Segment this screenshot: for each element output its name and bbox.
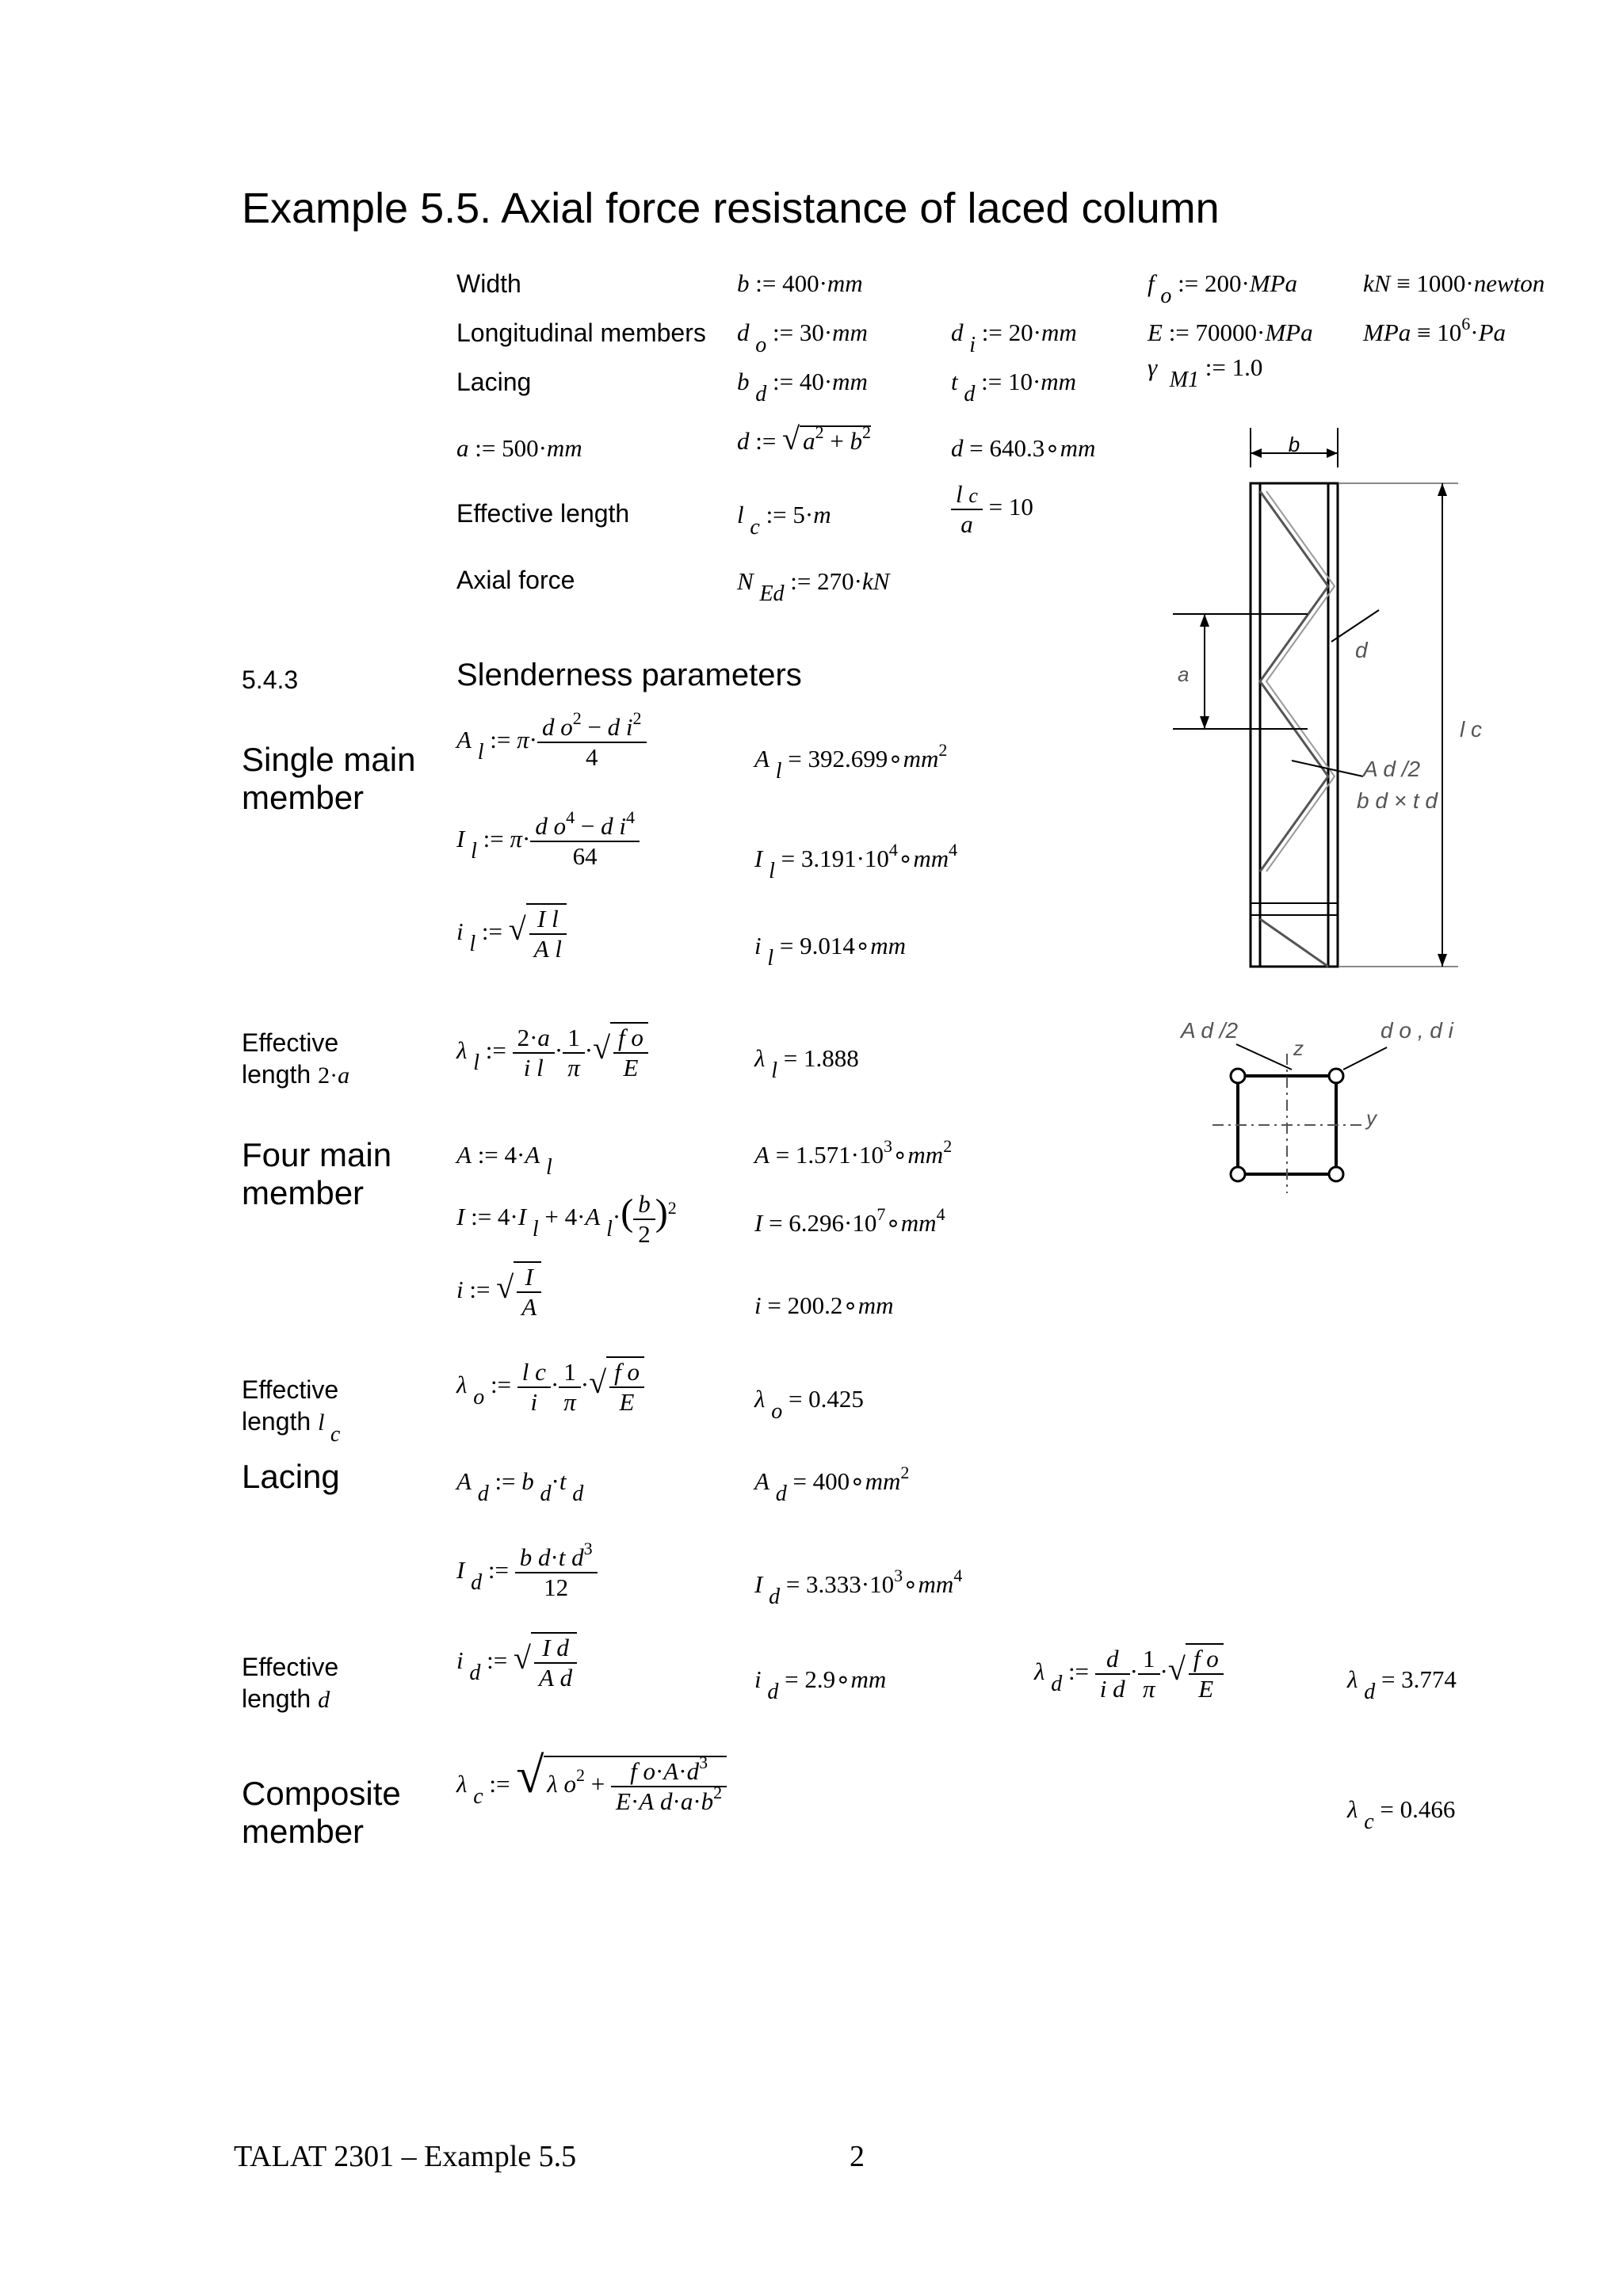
ned-expr: N Ed := 270·kN [737,567,890,606]
lambda-l-formula: λ l := $\frac{2\cdot a}{\text{i l}}$ · $\frac{1}{\pi}$ ·√ $\frac{\text{f o}}{E}$ [456,1022,648,1082]
effective-length-label: Effective length [456,499,630,528]
slenderness-heading: Slenderness parameters [456,658,802,692]
cs-ad2-label: A d /2 [1181,1018,1239,1043]
E-expr: E := 70000·MPa [1148,318,1313,346]
lambda-c-formula: λ c := √ λ $o^2$ + $\frac{f o\cdot A\cdot d^3}{E\cdot A d\cdot a\cdot b^2}$ [456,1746,727,1816]
lacing-section-label: Lacing [242,1458,340,1495]
Id-result: I $d = 3.333\cdot 10^3\circ mm^4$ [754,1566,963,1609]
fo-expr: f o := 200·MPa [1148,269,1298,308]
page-title: Example 5.5. Axial force resistance of laced column [242,185,1220,232]
figure-bdtd-label: b d × t d [1357,788,1438,813]
lc-over-a: $\frac{\text{l c}}{a}$ = 10 [951,480,1033,539]
Ad-formula: A d := b d·t d [456,1467,584,1506]
Id-formula: I d := $\frac{b d\cdot t d^3}{12}$ [456,1543,598,1602]
footer-page-number: 2 [850,2140,865,2173]
effective-length-lc-label: Effective length l c [242,1375,341,1447]
il-result: i l = 9.014∘mm [754,932,907,971]
kn-definition: kN ≡ 1000·newton [1363,269,1545,297]
lambda-l-result: λ l = 1.888 [754,1044,859,1083]
I-formula: I := 4·I l + 4·A l·( $\frac{b}{2}$ )$^2$ [456,1190,677,1248]
lambda-c-result: λ c = 0.466 [1347,1795,1456,1834]
figure-lc-label: l c [1460,717,1482,742]
a-expr: a := 500·mm [456,434,582,462]
figure-d-label: d [1355,638,1368,662]
td-expr: t d := 10·mm [951,368,1077,406]
bd-expr: b d := 40·mm [737,368,868,406]
d-value: d = 640.3∘mm [951,434,1096,462]
section-number: 5.4.3 [242,666,299,694]
lambda-o-formula: λ o := $\frac{\text{l c}}{i}$ · $\frac{1}{\pi}$ ·√ $\frac{\text{f o}}{E}$ [456,1356,644,1417]
lambda-o-result: λ o = 0.425 [754,1385,864,1424]
Al-result: A $l = 392.699\circ mm^2$ [754,740,948,784]
cs-z-label: z [1293,1036,1304,1060]
do-expr: d o := 30·mm [737,318,868,357]
di-expr: d i := 20·mm [951,318,1077,357]
lacing-label: Lacing [456,368,532,396]
Il-formula: I l := π· $\frac{d o^4 - d i^4}{64}$ [456,812,640,871]
id-result: i d = 2.9∘mm [754,1665,887,1704]
i-result: i = 200.2∘mm [754,1291,894,1319]
lc-expr: l c := 5·m [737,501,831,540]
longitudinal-label: Longitudinal members [456,318,706,347]
il-formula: i l := √ $\frac{\text{I l}}{\text{A l}}$ [456,903,567,963]
cs-dodi-label: d o , d i [1381,1018,1453,1043]
I-result: $I = 6.296\cdot 10^7\circ mm^4$ [754,1204,945,1237]
Ad-result: A $d = 400\circ mm^2$ [754,1463,910,1506]
figure-b-label: b [1288,433,1300,456]
composite-member-label: Composite member [242,1775,401,1850]
axial-force-label: Axial force [456,566,575,594]
effective-length-2a-label: Effective length 2·a [242,1028,350,1089]
effective-length-d-label: Effective length d [242,1653,339,1713]
four-main-member-label: Four main member [242,1136,392,1211]
cs-y-label: y [1366,1106,1377,1130]
d-definition: d := √ $a^2 + b^2$ [737,421,872,456]
A-result: $A = 1.571\cdot 10^3\circ mm^2$ [754,1136,953,1169]
width-expr: b := 400·mm [737,269,863,297]
figure-ad2-label: A d /2 [1363,757,1421,781]
footer-document-title: TALAT 2301 – Example 5.5 [234,2140,577,2173]
figure-a-label: a [1178,662,1190,686]
single-main-member-label: Single main member [242,741,416,816]
mpa-definition: MPa ≡ $10^6\cdot Pa$ [1363,314,1507,346]
laced-column-elevation-figure [1173,420,1506,990]
i-formula: i := √ $\frac{I}{A}$ [456,1261,541,1322]
Al-formula: A l := π· $\frac{d o^2 - d i^2}{4}$ [456,713,647,772]
cross-section-figure [1173,1006,1490,1196]
width-label: Width [456,269,521,298]
Il-result: I $l = 3.191\cdot 10^4\circ mm^4$ [754,840,958,883]
A-formula: A := 4·A l [456,1141,552,1180]
id-formula: i d := √ $\frac{\text{I d}}{\text{A d}}$ [456,1632,577,1692]
gamma-expr: γ M1 := 1.0 [1148,353,1263,392]
lambda-d-result: λ d = 3.774 [1347,1665,1457,1704]
lambda-d-formula: λ d := $\frac{d}{\text{i d}}$ · $\frac{1}{\pi}$ ·√ $\frac{\text{f o}}{E}$ [1034,1643,1224,1703]
